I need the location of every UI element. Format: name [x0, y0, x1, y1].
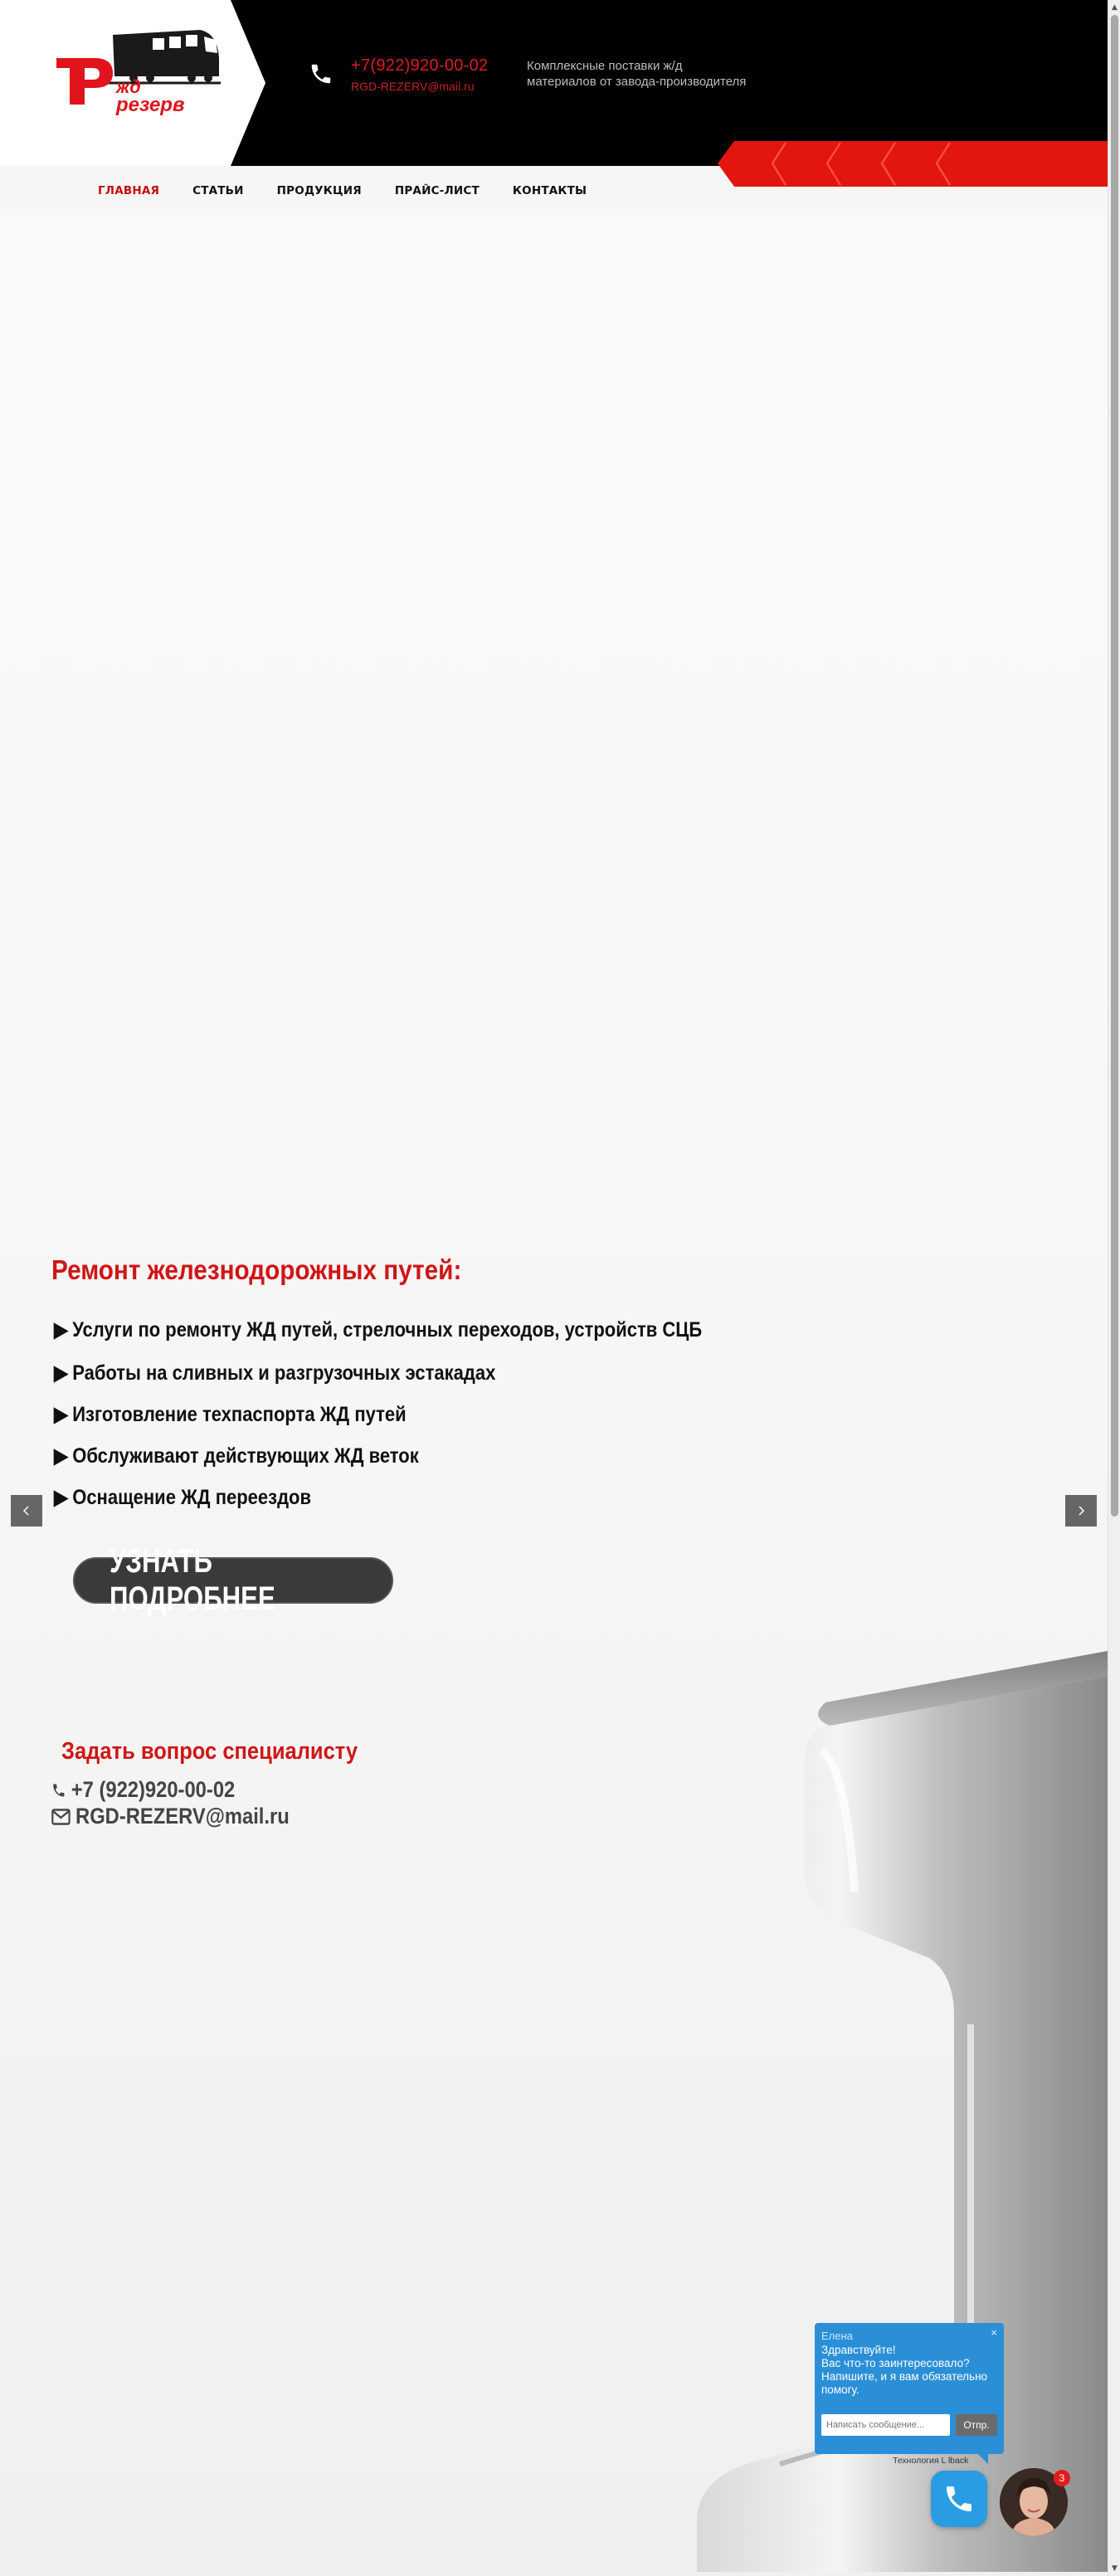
logo-text-zhd: жд — [116, 76, 141, 97]
nav-item-home[interactable]: ГЛАВНАЯ — [98, 184, 160, 197]
hero-bullet — [54, 1444, 419, 1468]
phone-icon — [309, 61, 334, 86]
hero-bullet — [54, 1402, 407, 1427]
phone-icon — [942, 2482, 976, 2515]
site-header — [0, 0, 1108, 197]
scroll-down-arrow[interactable]: ▼ — [1112, 2564, 1118, 2573]
header-phone[interactable]: +7(922)920-00-02 — [351, 56, 489, 75]
close-icon[interactable]: × — [991, 2326, 997, 2339]
chat-bubble-tail — [976, 2452, 988, 2464]
chat-message — [821, 2344, 999, 2397]
hero-title: Ремонт железнодорожных путей: — [51, 1254, 462, 1285]
scroll-up-arrow[interactable]: ▲ — [1112, 3, 1118, 12]
phone-icon — [51, 1782, 66, 1799]
triangle-icon: ▶ — [54, 1318, 68, 1342]
contact-email[interactable] — [51, 1804, 290, 1829]
chat-message-text: Здравствуйте! Вас что-то заинтересовало? Напишите, и я вам обязательно помогу. — [821, 2344, 988, 2396]
contact-phone-text: +7 (922)920-00-02 — [71, 1777, 236, 1802]
red-chevron-ribbon — [718, 141, 1108, 187]
triangle-icon: ▶ — [54, 1486, 68, 1509]
header-chevron-edge — [231, 0, 265, 166]
nav-item-products[interactable]: ПРОДУКЦИЯ — [276, 184, 362, 197]
page-scrollbar[interactable] — [1108, 0, 1120, 2576]
learn-more-button[interactable] — [73, 1543, 393, 1617]
chat-agent-name: Елена — [821, 2330, 853, 2342]
hero-bullet-text: Работы на сливных и разгрузочных эстакадах — [72, 1361, 496, 1385]
header-slogan — [527, 58, 792, 90]
hero-bullet-text: Изготовление техпаспорта ЖД путей — [72, 1403, 407, 1426]
slogan-line-1: Комплексные поставки ж/д — [527, 59, 683, 73]
contact-email-text: RGD-REZERV@mail.ru — [75, 1804, 290, 1829]
chat-message-input[interactable] — [821, 2414, 950, 2436]
hero-bullet-text: Услуги по ремонту ЖД путей, стрелочных переходов, устройств СЦБ — [72, 1318, 703, 1342]
chevron-left-icon — [21, 1505, 32, 1517]
slogan-line-2: материалов от завода-производителя — [527, 75, 747, 89]
envelope-icon — [51, 1809, 71, 1825]
main-nav — [98, 184, 620, 204]
slider-next-button[interactable] — [1065, 1495, 1097, 1527]
chat-send-button[interactable]: Отпр. — [956, 2414, 997, 2436]
hero-bullet-text: Оснащение ЖД переездов — [72, 1486, 312, 1509]
nav-item-price-list[interactable]: ПРАЙС-ЛИСТ — [394, 184, 480, 197]
hero-bullet — [54, 1485, 311, 1510]
triangle-icon: ▶ — [54, 1403, 68, 1426]
logo-text-rezerv: резерв — [116, 94, 185, 116]
contact-phone[interactable] — [51, 1777, 235, 1803]
unread-badge: 3 — [1054, 2470, 1070, 2486]
hero-slider — [0, 216, 1108, 2576]
chat-powered-by[interactable]: Технология L lback — [893, 2456, 969, 2466]
triangle-icon: ▶ — [54, 1444, 68, 1468]
slider-prev-button[interactable] — [11, 1495, 42, 1527]
nav-item-articles[interactable]: СТАТЬИ — [192, 184, 244, 197]
company-logo[interactable] — [55, 25, 221, 116]
chevron-right-icon — [1075, 1505, 1087, 1517]
scrollbar-thumb[interactable] — [1111, 15, 1118, 1517]
triangle-icon: ▶ — [54, 1361, 68, 1385]
hero-bullet — [54, 1317, 702, 1342]
ask-specialist-title[interactable]: Задать вопрос специалисту — [61, 1738, 358, 1765]
nav-item-contacts[interactable]: КОНТАКТЫ — [512, 184, 587, 197]
chat-widget — [815, 2323, 1004, 2454]
learn-more-label: УЗНАТЬ ПОДРОБНЕЕ — [110, 1543, 275, 1617]
header-email[interactable]: RGD-REZERV@mail.ru — [351, 80, 475, 93]
callback-button[interactable] — [931, 2471, 987, 2527]
hero-bullet — [54, 1361, 495, 1385]
hero-bullet-text: Обслуживают действующих ЖД веток — [72, 1444, 419, 1468]
